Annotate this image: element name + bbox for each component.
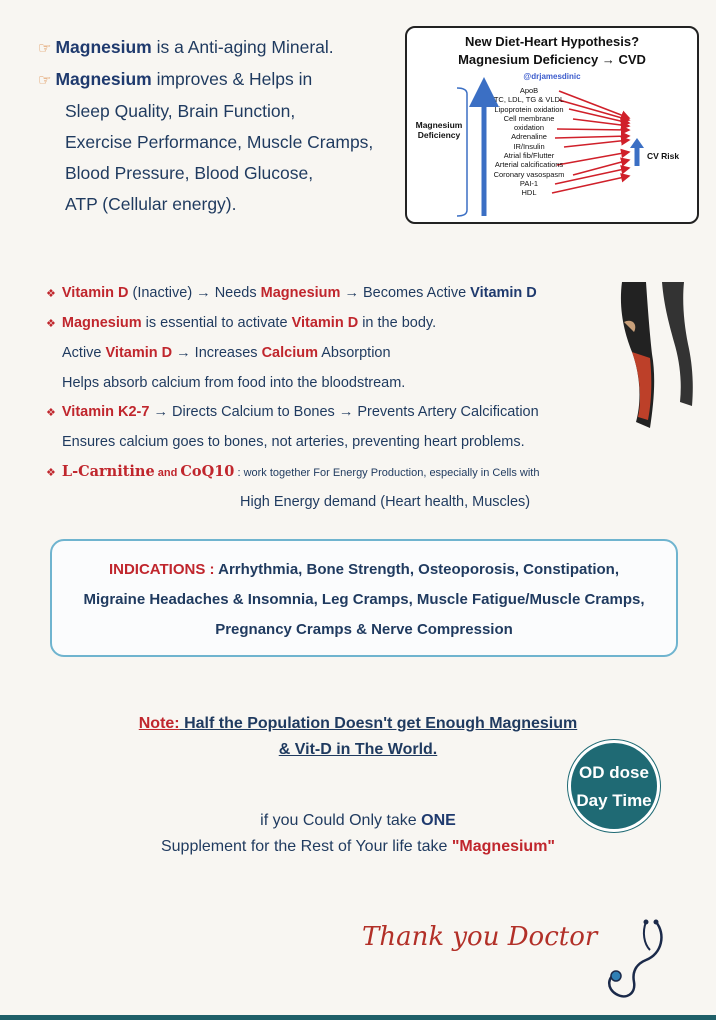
footer-bar [0,1015,716,1020]
vitamin-info-list [46,279,539,518]
magnesium-activates-line: ❖ Magnesium is essential to activate Vitamin D in the body. [46,315,437,332]
intro-line-1: ☞ Magnesium is a Anti-aging Mineral. [38,37,334,57]
cv-risk-label: CV Risk [647,151,680,161]
risk-factor: Arterial calcifications [494,160,564,170]
indications-line-3: Pregnancy Cramps & Nerve Compression [215,621,513,638]
thank-you-signature: Thank you Doctor [362,922,598,952]
vitamin-k2-line: ❖ Vitamin K2-7 → Directs Calcium to Bones → Prevents Artery Calcification [46,403,539,420]
benefit-1: Sleep Quality, Brain Function, [65,101,296,121]
calcium-absorption-line: Active Vitamin D → Increases Calcium Absorption [62,345,391,362]
indications-label: INDICATIONS : [108,561,219,578]
closing-line-2: Supplement for the Rest of Your life take "Magnesium" [160,838,556,855]
diamond-bullet-icon: ❖ [46,467,56,480]
leg-pain-illustration [604,282,704,432]
diagram-subtitle: Magnesium Deficiency → CVD [458,52,646,67]
risk-factor: HDL [521,188,537,198]
diagram-title: New Diet-Heart Hypothesis? [464,34,640,49]
indications-box [50,539,678,657]
diamond-bullet-icon: ❖ [46,406,56,419]
risk-factor: Atrial fib/Flutter [503,151,555,161]
note-label: Note: [138,715,180,732]
risk-factor: Cell membrane oxidation [503,113,555,133]
risk-factor: IR/Insulin [513,141,545,151]
risk-factor: PAI-1 [519,178,539,188]
energy-demand-line: High Energy demand (Heart health, Muscles) [240,494,531,511]
magnesium-deficiency-label: Magnesium Deficiency [415,120,463,140]
closing-line-1: if you Could Only take ONE [260,812,456,829]
note-line-2: & Vit-D in The World. [278,741,438,758]
benefit-3: Blood Pressure, Blood Glucose, [65,163,314,183]
benefit-4: ATP (Cellular energy). [65,194,237,214]
risk-factor: Lipoprotein oxidation [494,104,564,114]
diet-heart-diagram [405,26,699,224]
risk-factor: TC, LDL, TG & VLDL [493,95,565,105]
risk-factor: Adrenaline [511,132,547,142]
pointing-hand-icon: ☞ [38,72,52,89]
vitamin-d-line: ❖ Vitamin D (Inactive) → Needs Magnesium → Becomes Active Vitamin D [46,285,537,301]
calcium-to-bones-line: Ensures calcium goes to bones, not arteries, preventing heart problems. [62,434,525,451]
indications-line-1: INDICATIONS : Arrhythmia, Bone Strength, Osteoporosis, Constipation, [108,561,620,578]
absorb-calcium-line: Helps absorb calcium from food into the bloodstream. [62,374,406,391]
diamond-bullet-icon: ❖ [46,288,56,300]
intro-line-2: ☞ Magnesium improves & Helps in [38,69,313,89]
risk-factor-list [489,86,569,198]
note-line-1: Note: Half the Population Doesn't get Enough Magnesium [138,715,578,732]
pointing-hand-icon: ☞ [38,40,52,57]
risk-factor: ApoB [519,86,539,95]
risk-factor: Coronary vasospasm [493,169,565,179]
od-dose-badge: OD dose Day Time [568,740,660,832]
stethoscope-icon [586,914,676,1004]
benefit-2: Exercise Performance, Muscle Cramps, [65,132,374,152]
intro-list [38,32,373,220]
indications-line-2: Migraine Headaches & Insomnia, Leg Cramps, Muscle Fatigue/Muscle Cramps, [83,591,645,608]
diamond-bullet-icon: ❖ [46,318,56,331]
carnitine-coq10-line: ❖ L-Carnitine and CoQ10 : work together For Energy Production, especially in Cells with [46,463,540,481]
closing-statement [0,808,716,860]
diagram-author-handle: @drjamesdinic [523,72,581,81]
